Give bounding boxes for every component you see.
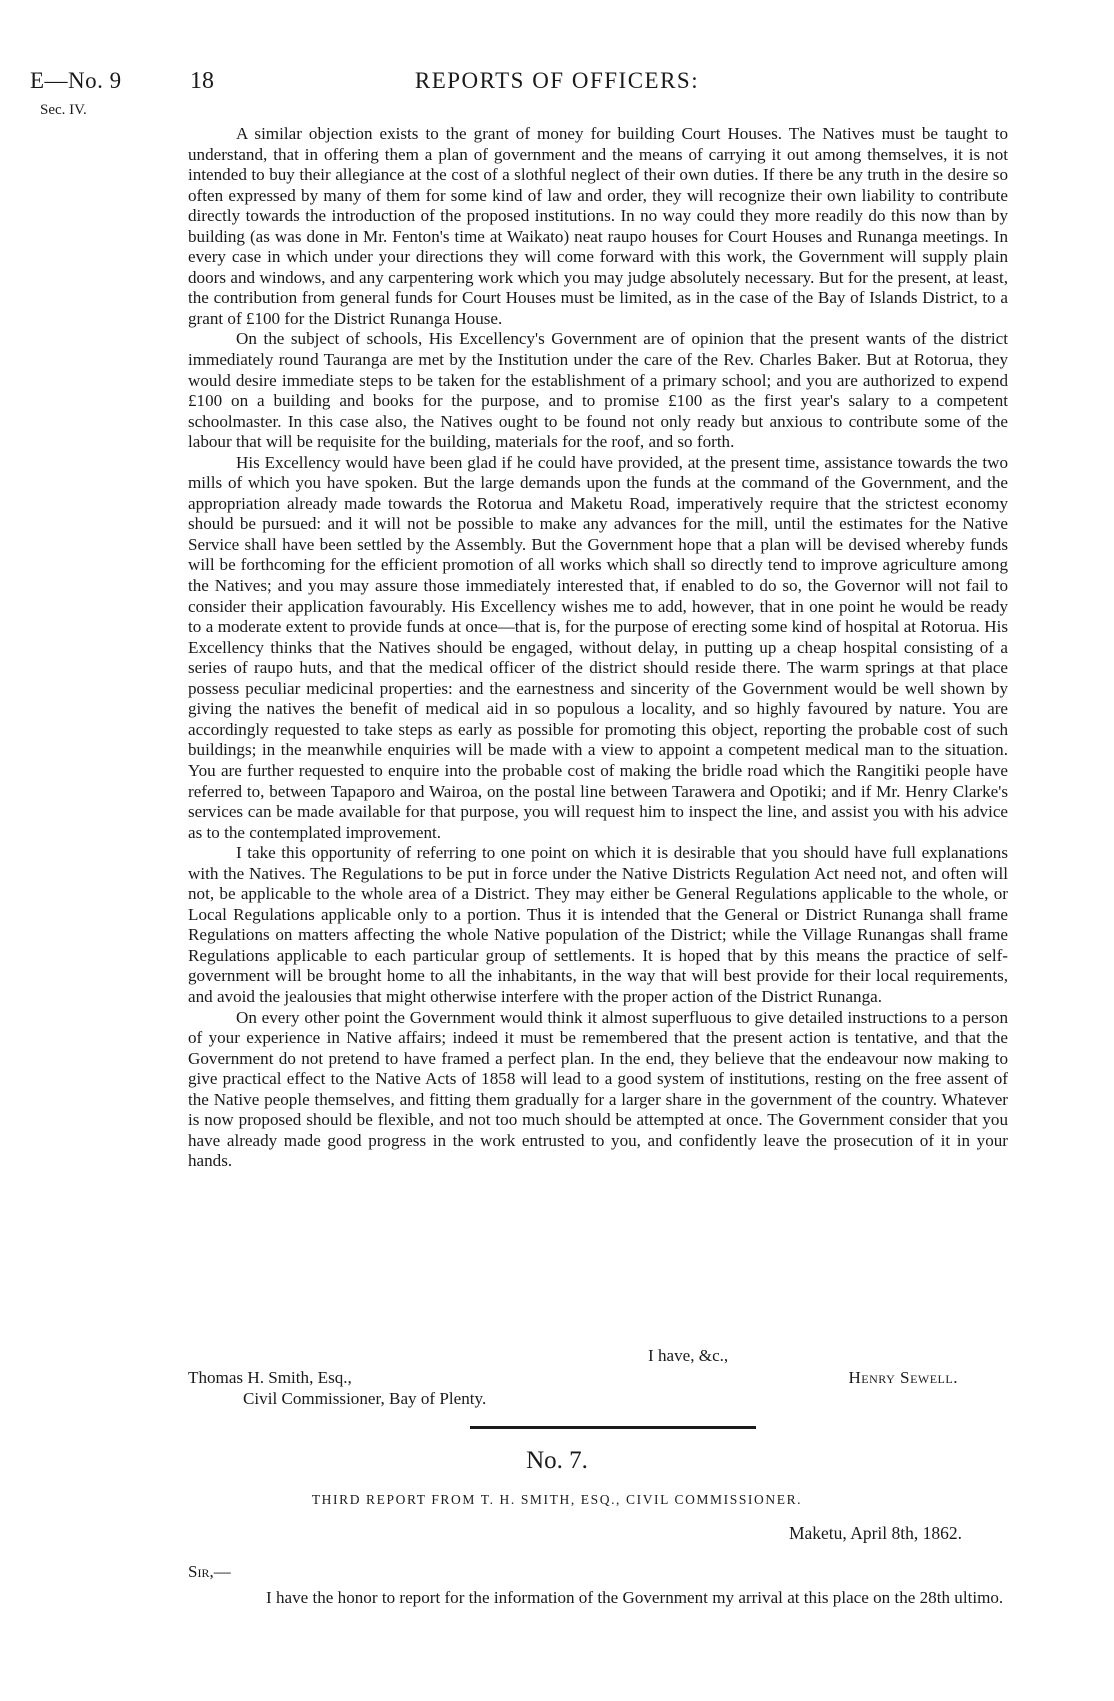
addressee-role: Civil Commissioner, Bay of Plenty. — [243, 1389, 487, 1408]
closing-phrase: I have, &c., — [648, 1346, 729, 1365]
salutation: Sir,— — [188, 1562, 231, 1581]
paragraph: His Excellency would have been glad if he could have provided, at the present time, assistance towards the two mills of which you have spoken. But the large demands upon the funds at the command of the Government, and the appropriation already made towards the Rotorua and Maketu Road, imperatively require that the strictest economy should be pursued: and it will not be possible to make any advances for the mill, until the estimates for the Native Service shall have been settled by the Assembly. But the Government hope that a plan will be devised whereby funds will be forthcoming for the efficient promotion of all works which shall so directly tend to improve agriculture among the Natives; and you may assure those immediately interested that, if enabled to do so, the Governor will not fail to consider their application favourably. His Excellency wishes me to add, however, that in one point he would be ready to a moderate extent to provide funds at once—that is, for the purpose of erecting some kind of hospital at Rotorua. His Excellency thinks that the Natives should be engaged, without delay, in putting up a cheap hospital consisting of a series of raupo huts, and that the medical officer of the district should reside there. The warm springs at that place possess peculiar medicinal properties: and the earnestness and sincerity of the Government would be well shown by giving the natives the benefit of medical aid in so populous a locality, and so highly favoured by nature. You are accordingly requested to take steps as early as possible for promoting this object, reporting the probable cost of such buildings; in the meanwhile enquiries will be made with a view to appoint a competent medical man to the situation. You are further requested to enquire into the probable cost of making the bridle road which the Rangitiki people have referred to, between Tapaporo and Wairoa, on the postal line between Tarawera and Opotiki; and if Mr. Henry Clarke's services can be made available for that purpose, you will request him to inspect the line, and assist you with his advice as to the contemplated improvement. — [188, 452, 1008, 842]
addressee-name: Thomas H. Smith, Esq., — [188, 1368, 352, 1387]
report-title: THIRD REPORT FROM T. H. SMITH, ESQ., CIVIL COMMISSIONER. — [311, 1492, 803, 1507]
series-code: E—No. 9 — [30, 68, 122, 93]
paragraph: I have the honor to report for the information of the Government my arrival at this place on the 28th ultimo. — [266, 1588, 1004, 1607]
signature-name: Henry Sewell. — [848, 1368, 958, 1387]
place-date: Maketu, April 8th, 1862. — [788, 1523, 962, 1543]
page-number: 18 — [190, 68, 214, 94]
paragraph: A similar objection exists to the grant of money for building Court Houses. The Natives must be taught to understand, that in offering them a plan of government and the means of carrying it out among themselves, it is not intended to buy their allegiance at the cost of a slothful neglect of their own duties. If there be any truth in the desire so often expressed by many of them for some kind of law and order, they will recognize their own liability to contribute directly towards the introduction of the proposed institutions. In no way could they more readily do this now than by building (as was done in Mr. Fenton's time at Waikato) neat raupo houses for Court Houses and Runanga meetings. In every case in which under your directions they will come forward with this work, the Government will supply plain doors and windows, and any carpentering work which you may judge absolutely necessary. But for the present, at least, the contribution from general funds for Court Houses must be limited, as in the case of the Bay of Islands District, to a grant of £100 for the District Runanga House. — [188, 124, 1008, 328]
running-title: REPORTS OF OFFICERS: — [414, 68, 700, 93]
section-label: Sec. IV. — [40, 102, 87, 118]
report-opening — [188, 1587, 1008, 1608]
signoff-block — [188, 1345, 1008, 1415]
paragraph: I take this opportunity of referring to one point on which it is desirable that you should have full explanations with the Natives. The Regulations to be put in force under the Native Districts Regulation Act need not, and often will not, be applicable to the whole area of a District. They may either be General Regulations applicable to the whole, or Local Regulations applicable only to a portion. Thus it is intended that the General or District Runanga shall frame Regulations on matters affecting the whole Native population of the District; while the Village Runangas shall frame Regulations applicable to each particular group of settlements. It is hoped that by this means the practice of self-government will be brought home to all the inhabitants, in the way that will best provide for their local requirements, and avoid the jealousies that might otherwise interfere with the proper action of the District Runanga. — [188, 843, 1008, 1006]
document-number: No. 7. — [526, 1447, 588, 1474]
letter-body — [188, 124, 1008, 1172]
paragraph: On every other point the Government would think it almost superfluous to give detailed instructions to a person of your experience in Native affairs; indeed it must be remembered that the present action is tentative, and that the Government do not pretend to have framed a perfect plan. In the end, they believe that the endeavour now making to give practical effect to the Native Acts of 1858 will lead to a good system of institutions, resting on the free assent of the Native people themselves, and fitting them gradually for a larger share in the government of the country. Whatever is now proposed should be flexible, and not too much should be attempted at once. The Government consider that you have already made good progress in the work entrusted to you, and confidently leave the prosecution of it in your hands. — [188, 1007, 1008, 1171]
paragraph: On the subject of schools, His Excellency's Government are of opinion that the present wants of the district immediately round Tauranga are met by the Institution under the care of the Rev. Charles Baker. But at Rotorua, they would desire immediate steps to be taken for the establishment of a primary school; and you are authorized to expend £100 on a building and books for the purpose, and to promise £100 as the first year's salary to a competent schoolmaster. In this case also, the Natives ought to be found not only ready but anxious to contribute some of the labour that will be requisite for the building, materials for the roof, and so forth. — [188, 329, 1008, 452]
section-divider — [470, 1426, 756, 1429]
